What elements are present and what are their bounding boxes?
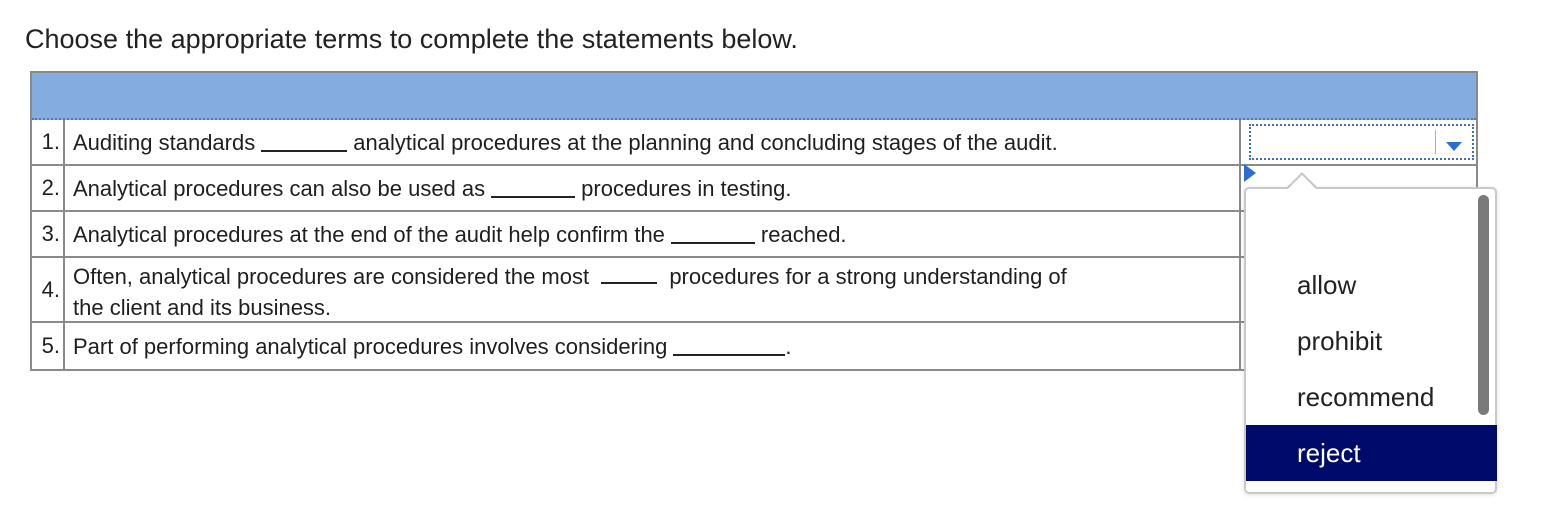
- blank: [491, 178, 575, 198]
- statement-text: analytical procedures at the planning and concluding stages of the audit.: [353, 129, 1058, 155]
- row-number: 3.: [32, 212, 65, 256]
- statement-text: procedures in testing.: [581, 175, 792, 201]
- row-number: 2.: [32, 166, 65, 210]
- dropdown-option-prohibit[interactable]: prohibit: [1297, 325, 1383, 356]
- answer-cell: [1241, 120, 1476, 164]
- blank: [601, 264, 657, 284]
- statement: [65, 120, 1241, 164]
- statement-text: Analytical procedures can also be used as: [73, 175, 486, 201]
- dropdown-scrollbar[interactable]: [1478, 195, 1489, 415]
- statement-text: Often, analytical procedures are considered the most: [73, 264, 590, 289]
- table-header: [32, 73, 1476, 120]
- blank: [673, 336, 785, 356]
- answer-select-1[interactable]: [1249, 124, 1474, 160]
- statement: [65, 258, 1241, 321]
- row-number: 1.: [32, 120, 65, 164]
- dropdown-option-recommend[interactable]: recommend: [1297, 381, 1435, 412]
- statement-text: the client and its business.: [73, 295, 332, 320]
- select-divider: [1435, 130, 1436, 154]
- statement-text: reached.: [760, 221, 847, 247]
- statement: [65, 212, 1241, 256]
- row-number: 5.: [32, 323, 65, 369]
- dropdown-option-reject[interactable]: reject: [1246, 425, 1497, 481]
- dropdown-option-allow[interactable]: allow: [1297, 269, 1357, 300]
- focus-arrow-icon: [1244, 164, 1256, 182]
- dropdown-menu: [1244, 187, 1497, 494]
- dropdown-pointer-fill: [1288, 175, 1316, 189]
- statement-text: .: [785, 333, 792, 359]
- table-row: [32, 120, 1476, 166]
- statement: [65, 166, 1241, 210]
- statement-text: procedures for a strong understanding of: [669, 264, 1067, 289]
- statement-text: Auditing standards: [73, 129, 256, 155]
- row-number: 4.: [32, 258, 65, 321]
- statement-text: Analytical procedures at the end of the audit help confirm the: [73, 221, 665, 247]
- chevron-down-icon[interactable]: [1446, 142, 1462, 151]
- blank: [261, 132, 347, 152]
- instruction-text: Choose the appropriate terms to complete the statements below.: [25, 24, 798, 54]
- statement: [65, 323, 1241, 369]
- statement-text: Part of performing analytical procedures involves considering: [73, 333, 668, 359]
- blank: [671, 224, 755, 244]
